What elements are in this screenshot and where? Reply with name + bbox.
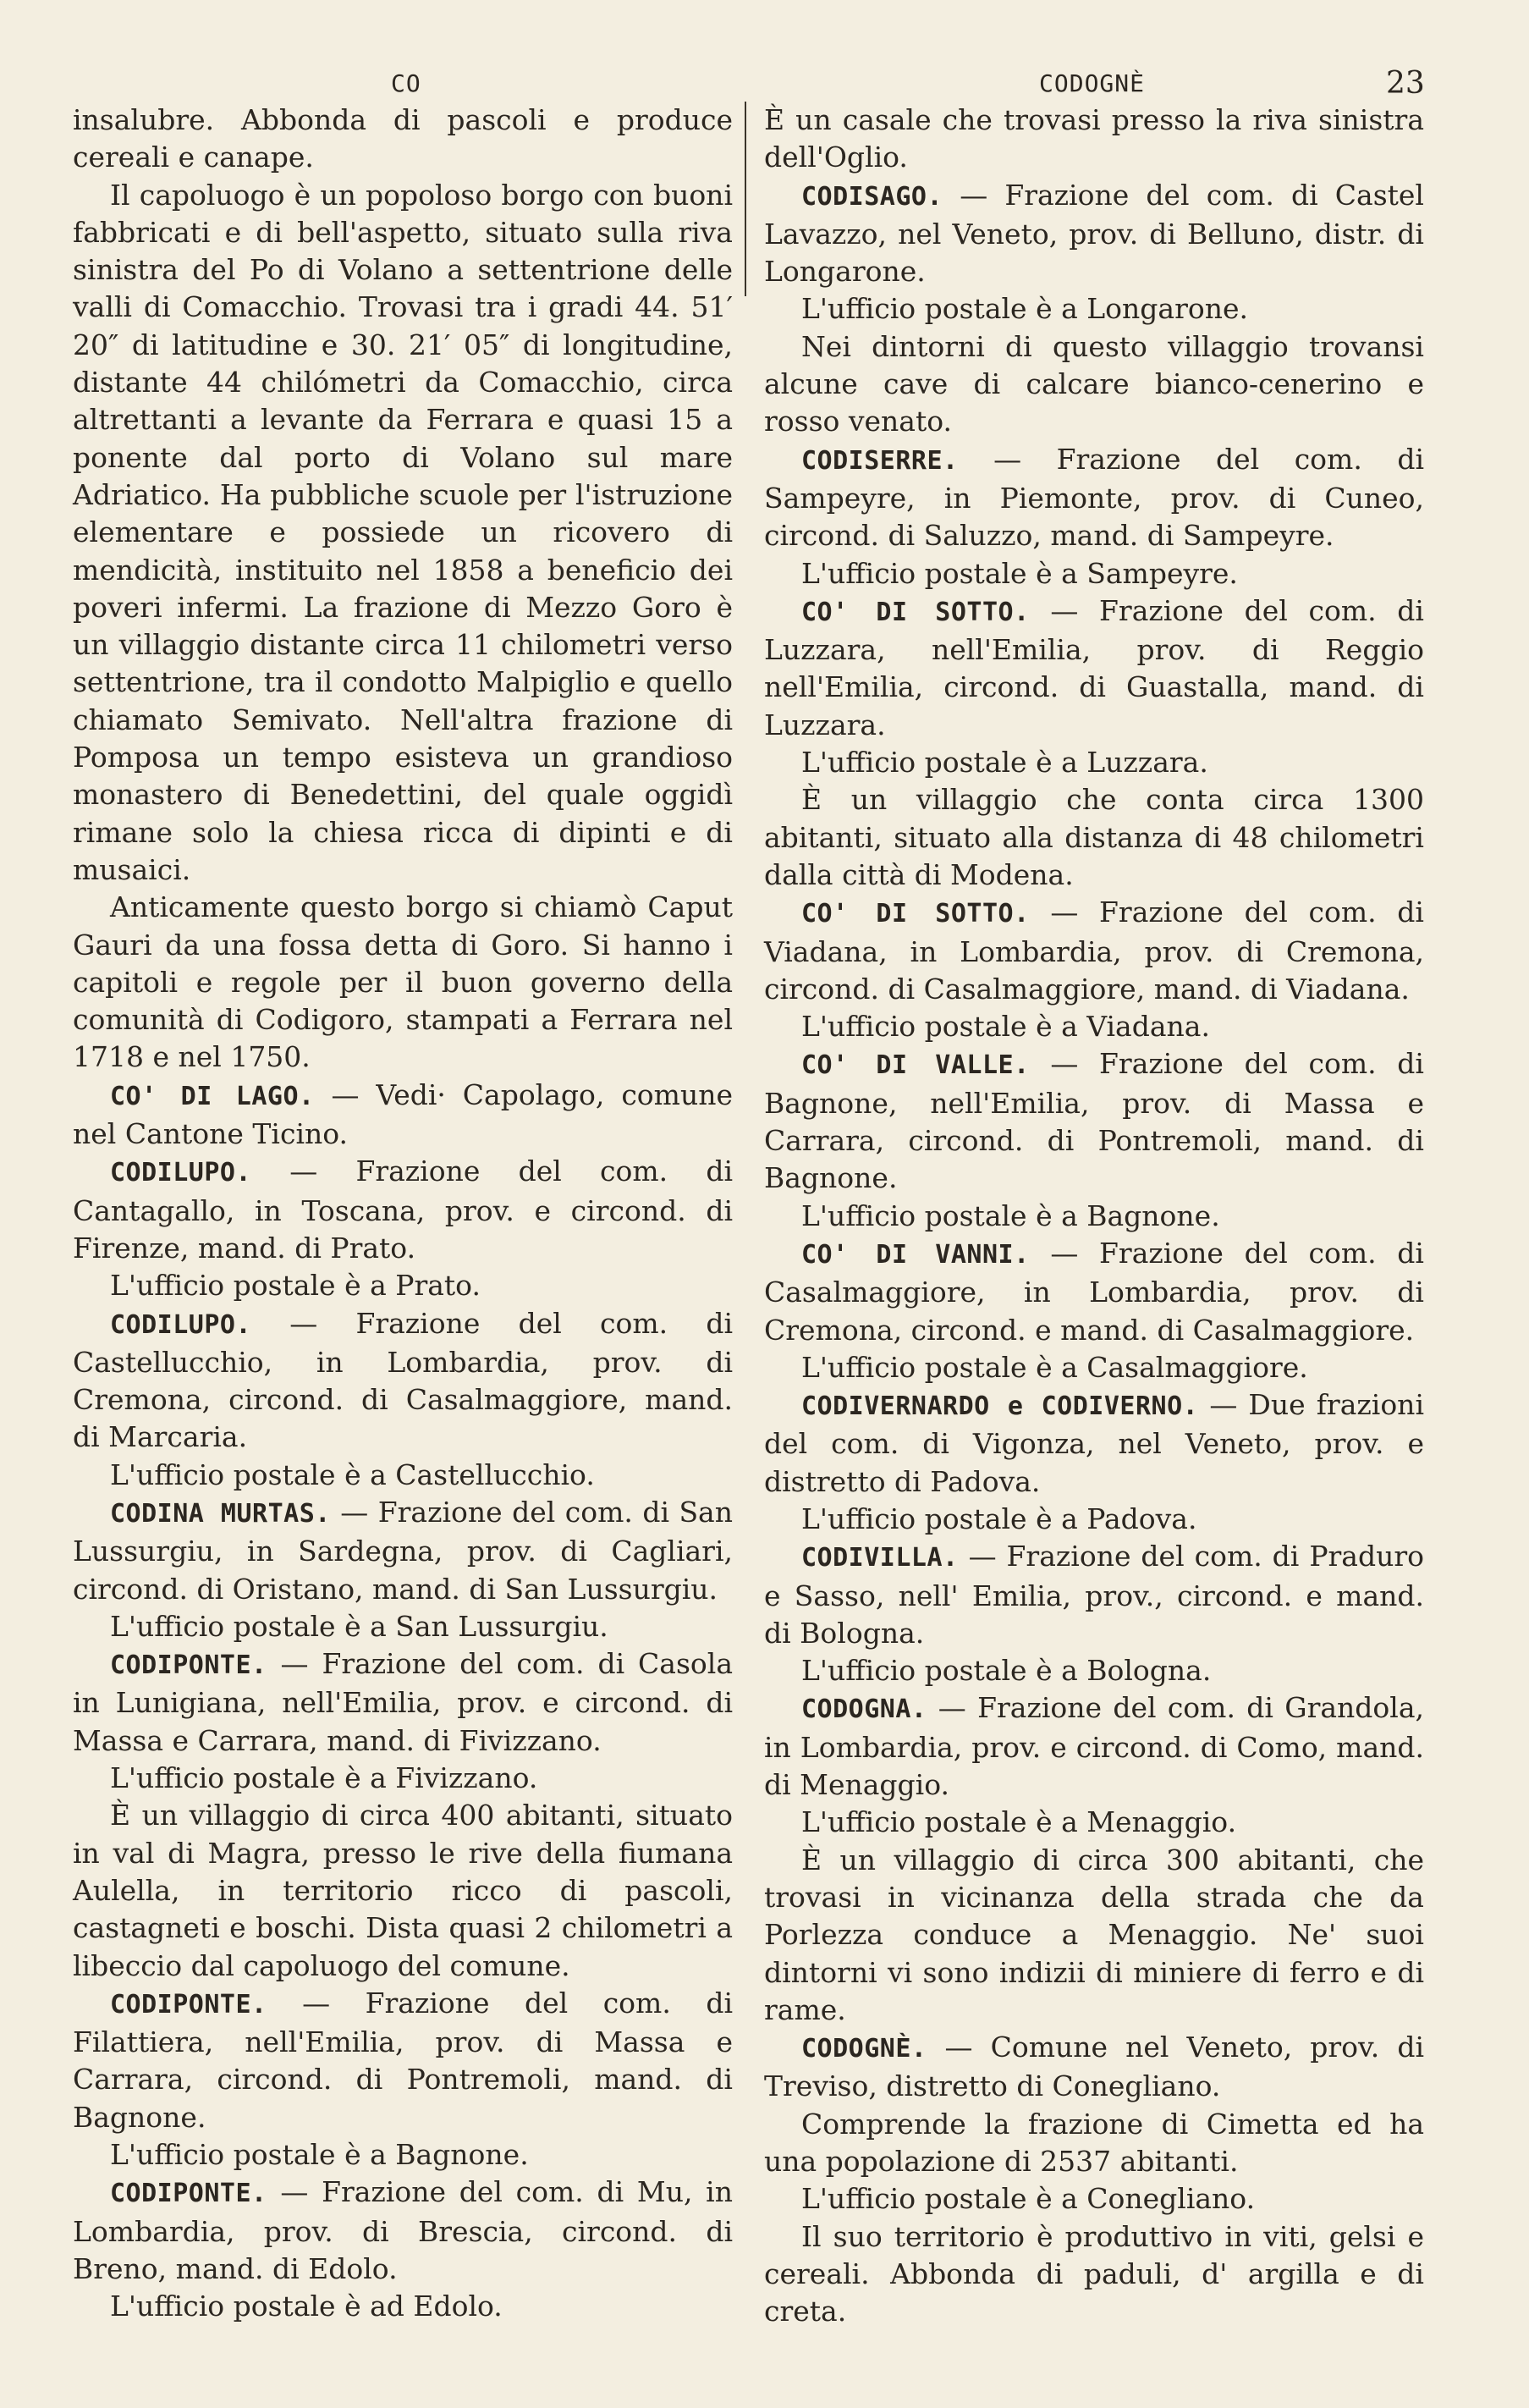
entry-paragraph [73, 1985, 733, 2136]
entry-text: Comprende la frazione di Cimetta ed ha una popolazione di 2537 abitanti. [764, 2107, 1424, 2179]
entry-headword: CODISAGO. [801, 181, 943, 212]
text-paragraph [764, 2218, 1424, 2331]
entry-text: — Frazione del com. di Praduro e Sasso, nell' Emilia, prov., circond. e mand. di Bologna. [764, 1540, 1424, 1650]
entry-headword: CO' DI LAGO. [110, 1081, 315, 1111]
text-paragraph [764, 328, 1424, 441]
text-paragraph [764, 2106, 1424, 2181]
entry-headword: CODISERRE. [801, 445, 959, 476]
entry-text: L'ufficio postale è a Bologna. [801, 1654, 1212, 1688]
text-paragraph [764, 1349, 1424, 1386]
text-paragraph [764, 555, 1424, 592]
text-paragraph [73, 102, 733, 177]
entry-text: Nei dintorni di questo villaggio trovansi alcune cave di calcare bianco-cenerino e rosso venato. [764, 329, 1424, 438]
entry-paragraph [764, 894, 1424, 1008]
entry-headword: CODIVILLA. [801, 1543, 959, 1573]
entry-text: L'ufficio postale è a Casalmaggiore. [801, 1350, 1308, 1384]
entry-text: L'ufficio postale è a Bagnone. [110, 2138, 529, 2172]
text-paragraph [73, 2136, 733, 2174]
text-paragraph [764, 1652, 1424, 1689]
entry-headword: CO' DI SOTTO. [801, 597, 1030, 627]
entry-text: insalubre. Abbonda di pascoli e produce cereali e canape. [73, 103, 733, 174]
text-paragraph [73, 177, 733, 890]
entry-headword: CODIPONTE. [110, 2179, 267, 2209]
entry-headword: CODIPONTE. [110, 1650, 267, 1681]
text-paragraph [73, 889, 733, 1076]
entry-paragraph [73, 2174, 733, 2288]
entry-text: L'ufficio postale è a Castellucchio. [110, 1457, 595, 1491]
entry-text: — Frazione del com. di Cantagallo, in Toscana, prov. e circond. di Firenze, mand. di Prato. [73, 1154, 733, 1265]
running-header-left: CO [391, 69, 421, 97]
text-paragraph [764, 1804, 1424, 1841]
text-paragraph [73, 1797, 733, 1984]
entry-paragraph [764, 592, 1424, 744]
text-paragraph [764, 2180, 1424, 2218]
entry-paragraph [764, 1045, 1424, 1197]
text-paragraph [764, 102, 1424, 177]
entry-paragraph [73, 1305, 733, 1457]
entry-text: — Frazione del com. di Luzzara, nell'Emilia, prov. di Reggio nell'Emilia, circond. di Guastalla, mand. di Luzzara. [764, 593, 1424, 741]
left-column [73, 102, 733, 2326]
entry-headword: CODILUPO. [110, 1309, 252, 1340]
entry-paragraph [73, 1645, 733, 1760]
entry-text: L'ufficio postale è a Fivizzano. [110, 1761, 538, 1795]
page-number: 23 [1386, 66, 1425, 101]
text-paragraph [73, 1457, 733, 1494]
entry-text: — Frazione del com. di Filattiera, nell'Emilia, prov. di Massa e Carrara, circond. di Pontremoli, mand. di Bagnone. [73, 1986, 733, 2134]
entry-text: — Frazione del com. di Sampeyre, in Piemonte, prov. di Cuneo, circond. di Saluzzo, mand. di Sampeyre. [764, 442, 1424, 553]
entry-paragraph [764, 1538, 1424, 1652]
entry-text: L'ufficio postale è a Sampeyre. [801, 556, 1238, 590]
entry-headword: CODIVERNARDO e CODIVERNO. [801, 1391, 1199, 1422]
text-paragraph [764, 1008, 1424, 1045]
entry-paragraph [764, 1235, 1424, 1349]
entry-text: L'ufficio postale è a Viadana. [801, 1010, 1210, 1044]
entry-text: — Frazione del com. di Casalmaggiore, in Lombardia, prov. di Cremona, circond. e mand. di Casalmaggiore. [764, 1236, 1424, 1347]
entry-text: — Frazione del com. di Grandola, in Lombardia, prov. e circond. di Como, mand. di Menaggio. [764, 1691, 1424, 1802]
right-column [764, 102, 1424, 2331]
entry-text: Il suo territorio è produttivo in viti, gelsi e cereali. Abbonda di paduli, d' argilla e di creta. [764, 2219, 1424, 2328]
entry-text: Il capoluogo è un popoloso borgo con buoni fabbricati e di bell'aspetto, situato sulla riva sinistra del Po di Volano a settentrione delle valli di Comacchio. Trovasi tra i gradi 44. 51′ 20″ di latitudine e 30. 21′ 05″ di longitudine, distante 44 chilómetri da Comacchio, circa altrettanti a levante da Ferrara e quasi 15 a ponente dal porto di Volano sul mare Adriatico. Ha pubbliche scuole per l'istruzione elementare e possiede un ricovero di mendicità, instituito nel 1858 a beneficio dei poveri infermi. La frazione di Mezzo Goro è un villaggio distante circa 11 chilometri verso settentrione, tra il condotto Malpiglio e quello chiamato Semivato. Nell'altra frazione di Pomposa un tempo esisteva un grandioso monastero di Benedettini, del quale oggidì rimane solo la chiesa ricca di dipinti e di musaici. [73, 178, 733, 886]
entry-paragraph [764, 177, 1424, 291]
entry-text: L'ufficio postale è a Prato. [110, 1269, 481, 1303]
entry-text: L'ufficio postale è a Conegliano. [801, 2182, 1256, 2216]
running-header-center: CODOGNÈ [1039, 69, 1146, 97]
entry-headword: CO' DI VALLE. [801, 1050, 1030, 1081]
entry-text: Anticamente questo borgo si chiamò Caput Gauri da una fossa detta di Goro. Si hanno i capitoli e regole per il buon governo della comunità di Codigoro, stampati a Ferrara nel 1718 e nel 1750. [73, 890, 733, 1074]
entry-text: — Frazione del com. di Castellucchio, in Lombardia, prov. di Cremona, circond. di Casalmaggiore, mand. di Marcaria. [73, 1306, 733, 1454]
entry-text: — Frazione del com. di Bagnone, nell'Emilia, prov. di Massa e Carrara, circond. di Pontremoli, mand. di Bagnone. [764, 1047, 1424, 1195]
text-paragraph [73, 1267, 733, 1304]
entry-headword: CODIPONTE. [110, 1989, 267, 2020]
entry-text: — Comune nel Veneto, prov. di Treviso, distretto di Conegliano. [764, 2031, 1424, 2103]
entry-headword: CO' DI VANNI. [801, 1239, 1030, 1270]
text-paragraph [764, 290, 1424, 328]
entry-text: — Frazione del com. di Castel Lavazzo, nel Veneto, prov. di Belluno, distr. di Longarone. [764, 178, 1424, 289]
entry-paragraph [73, 1494, 733, 1608]
text-paragraph [764, 744, 1424, 781]
entry-paragraph [764, 441, 1424, 555]
column-divider [745, 102, 746, 296]
entry-text: È un villaggio di circa 400 abitanti, situato in val di Magra, presso le rive della fiumana Aulella, in territorio ricco di pascoli, castagneti e boschi. Dista quasi 2 chilometri a libeccio dal capoluogo del comune. [73, 1799, 733, 1982]
entry-text: L'ufficio postale è a Padova. [801, 1502, 1197, 1535]
entry-paragraph [73, 1153, 733, 1267]
entry-text: È un villaggio di circa 300 abitanti, che trovasi in vicinanza della strada che da Porlezza conduce a Menaggio. Ne' suoi dintorni vi sono indizii di miniere di ferro e di rame. [764, 1843, 1424, 2026]
entry-text: — Frazione del com. di Casola in Lunigiana, nell'Emilia, prov. e circond. di Massa e Carrara, mand. di Fivizzano. [73, 1647, 733, 1757]
entry-text: L'ufficio postale è a Menaggio. [801, 1805, 1237, 1839]
entry-paragraph [73, 1077, 733, 1154]
text-paragraph [73, 1608, 733, 1645]
entry-headword: CODILUPO. [110, 1158, 252, 1188]
entry-headword: CODOGNA. [801, 1694, 927, 1725]
entry-text: — Frazione del com. di San Lussurgiu, in Sardegna, prov. di Cagliari, circond. di Oristano, mand. di San Lussurgiu. [73, 1495, 733, 1606]
entry-text: — Frazione del com. di Mu, in Lombardia, prov. di Brescia, circond. di Breno, mand. di Edolo. [73, 2175, 733, 2285]
text-paragraph [764, 1198, 1424, 1235]
entry-text: È un villaggio che conta circa 1300 abitanti, situato alla distanza di 48 chilometri dalla città di Modena. [764, 783, 1424, 891]
text-paragraph [764, 1842, 1424, 2029]
entry-text: L'ufficio postale è a Bagnone. [801, 1198, 1220, 1232]
text-paragraph [73, 2288, 733, 2325]
entry-paragraph [764, 1689, 1424, 1804]
entry-text: L'ufficio postale è a Luzzara. [801, 746, 1208, 780]
entry-text: L'ufficio postale è a San Lussurgiu. [110, 1609, 608, 1643]
entry-text: — Vedi· Capolago, comune nel Cantone Ticino. [73, 1077, 733, 1151]
entry-text: È un casale che trovasi presso la riva sinistra dell'Oglio. [764, 103, 1424, 174]
text-paragraph [764, 1501, 1424, 1538]
entry-text: L'ufficio postale è a Longarone. [801, 292, 1248, 326]
text-paragraph [73, 1760, 733, 1797]
entry-text: L'ufficio postale è ad Edolo. [110, 2290, 503, 2323]
entry-headword: CODINA MURTAS. [110, 1498, 331, 1529]
text-paragraph [764, 781, 1424, 894]
entry-text: — Frazione del com. di Viadana, in Lombardia, prov. di Cremona, circond. di Casalmaggiore, mand. di Viadana. [764, 895, 1424, 1006]
entry-paragraph [764, 2029, 1424, 2106]
entry-paragraph [764, 1386, 1424, 1501]
entry-headword: CO' DI SOTTO. [801, 899, 1030, 929]
entry-text: — Due frazioni del com. di Vigonza, nel Veneto, prov. e distretto di Padova. [764, 1388, 1424, 1498]
entry-headword: CODOGNÈ. [801, 2034, 927, 2064]
